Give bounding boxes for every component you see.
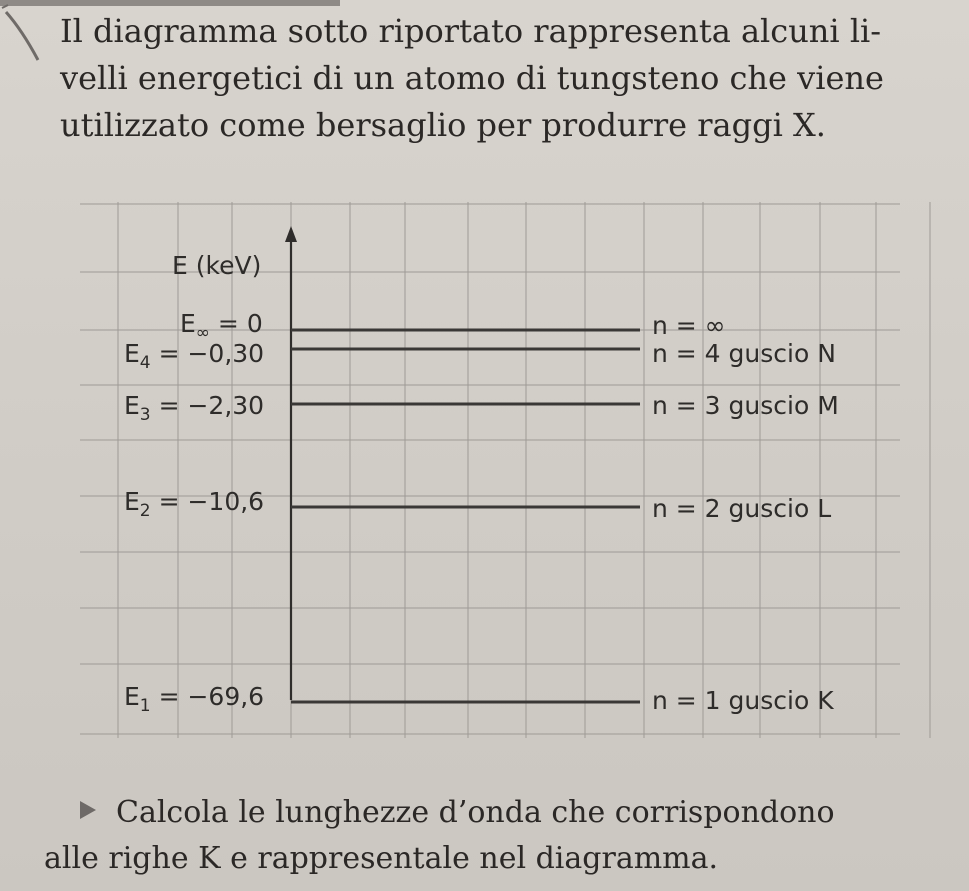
energy-symbol: E [124, 391, 140, 420]
exercise-paragraph [44, 790, 960, 882]
n-label-4 [652, 340, 836, 368]
energy-subscript: 3 [139, 405, 151, 425]
n-value: n = 1 [652, 686, 721, 715]
energy-label-1 [124, 683, 264, 720]
n-label-2 [652, 495, 831, 523]
axis-label: E (keV) [172, 251, 262, 280]
energy-label-4 [124, 340, 264, 377]
exercise-line-1: Calcola le lunghezze d’onda che corrispondono [116, 795, 835, 830]
n-label-infinity [652, 312, 726, 340]
energy-label-2 [124, 488, 264, 525]
energy-label-3 [124, 392, 264, 429]
n-value: n = 2 [652, 494, 721, 523]
energy-symbol: E [180, 309, 196, 338]
question-line-2: velli energetici di un atomo di tungsteno che viene [60, 59, 884, 97]
energy-subscript: 1 [139, 696, 151, 716]
exercise-line-2: alle righe K e rappresentale nel diagramma. [44, 841, 719, 876]
shell-name: guscio M [728, 391, 839, 420]
energy-value: = −69,6 [158, 682, 265, 711]
n-label-1 [652, 687, 834, 715]
shell-name: guscio L [728, 494, 832, 523]
n-value: n = 3 [652, 391, 721, 420]
energy-symbol: E [124, 487, 140, 516]
energy-value: = −2,30 [158, 391, 265, 420]
n-label-3 [652, 392, 839, 420]
n-value: n = 4 [652, 339, 721, 368]
energy-level-lines [291, 330, 640, 702]
energy-level-diagram [60, 190, 969, 750]
energy-symbol: E [124, 339, 140, 368]
axis-arrow-icon [285, 226, 297, 242]
n-value: n = ∞ [652, 311, 726, 340]
grid-lines [80, 202, 930, 738]
energy-subscript: 2 [139, 501, 151, 521]
energy-symbol: E [124, 682, 140, 711]
energy-value: = −0,30 [158, 339, 265, 368]
question-paragraph [60, 8, 940, 149]
energy-subscript: ∞ [195, 323, 210, 343]
shell-name: guscio K [728, 686, 834, 715]
energy-subscript: 4 [139, 353, 151, 373]
energy-value: = 0 [217, 309, 263, 338]
question-line-3: utilizzato come bersaglio per produrre raggi X. [60, 106, 826, 144]
question-line-1: Il diagramma sotto riportato rappresenta alcuni li- [60, 12, 882, 50]
shell-name: guscio N [728, 339, 836, 368]
energy-value: = −10,6 [158, 487, 265, 516]
triangle-bullet-icon [80, 801, 96, 819]
